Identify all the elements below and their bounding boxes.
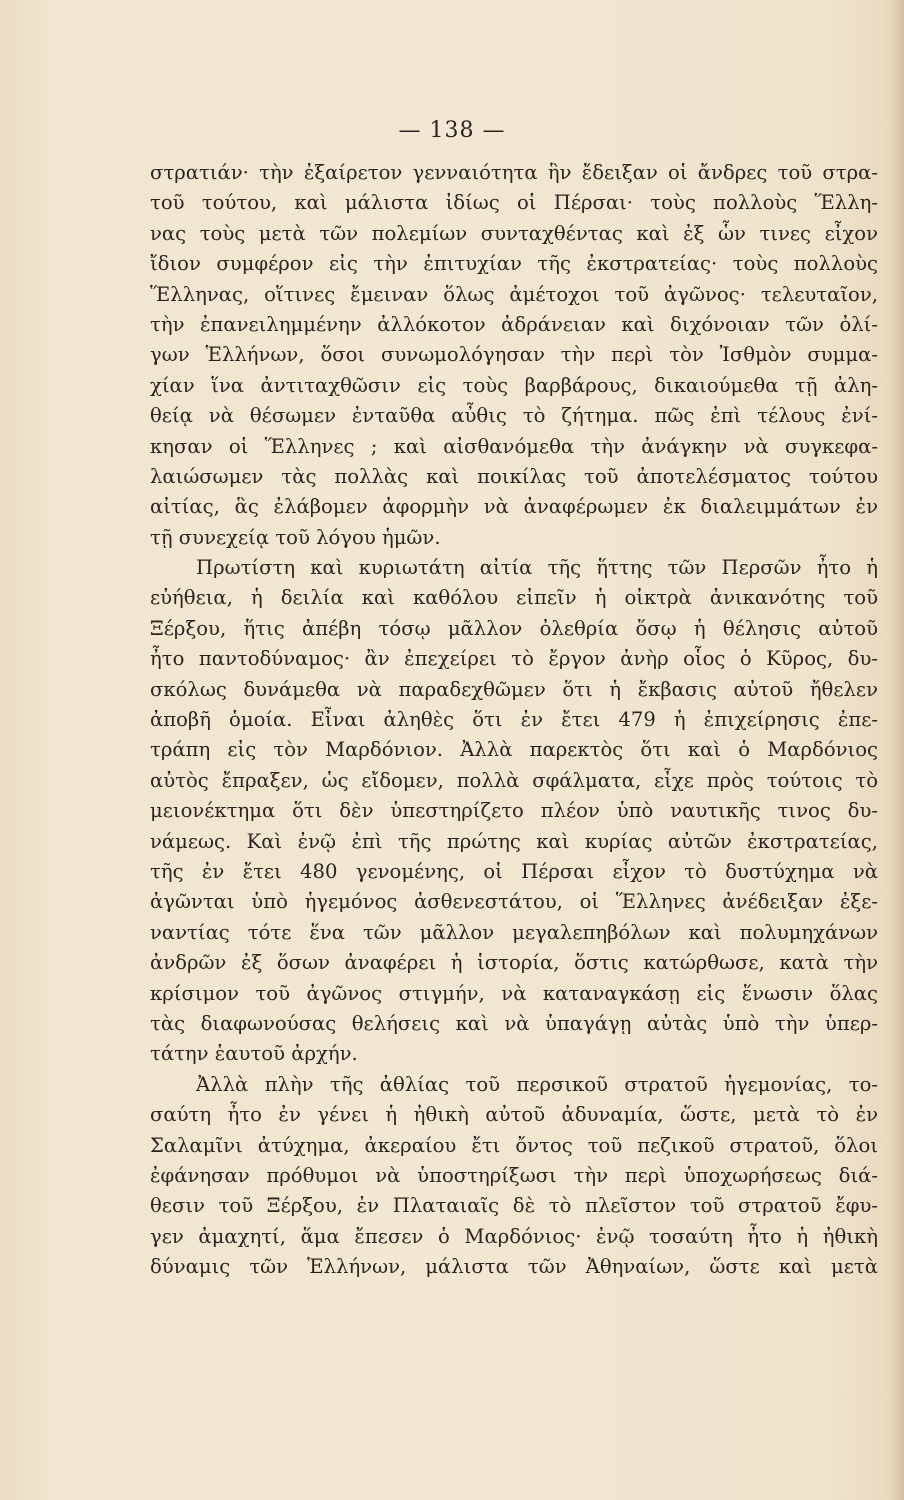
text-line: θείᾳ νὰ θέσωμεν ἐνταῦθα αὖθις τὸ ζήτημα. πῶς ἐπὶ τέλους ἐνί-	[150, 404, 878, 428]
text-line: τάτην ἑαυτοῦ ἀρχήν.	[150, 1042, 358, 1066]
text-line: ναντίας τότε ἕνα τῶν μᾶλλον μεγαλεπηβόλων καὶ πολυμηχάνων	[150, 920, 878, 944]
text-line: νάμεως. Καὶ ἐνῷ ἐπὶ τῆς πρώτης καὶ κυρίας αὐτῶν ἐκστρατείας,	[150, 829, 878, 853]
text-line: γεν ἀμαχητί, ἅμα ἔπεσεν ὁ Μαρδόνιος· ἐνῷ τοσαύτη ἦτο ἡ ἠθικὴ	[150, 1224, 878, 1248]
text-line: τοῦ τούτου, καὶ μάλιστα ἰδίως οἱ Πέρσαι· τοὺς πολλοὺς Ἕλλη-	[150, 191, 878, 215]
text-line: ἦτο παντοδύναμος· ἂν ἐπεχείρει τὸ ἔργον ἀνὴρ οἷος ὁ Κῦρος, δυ-	[150, 647, 878, 671]
text-line: ἐφάνησαν πρόθυμοι νὰ ὑποστηρίξωσι τὴν περὶ ὑποχωρήσεως διά-	[150, 1163, 878, 1187]
body-text	[150, 158, 878, 1282]
text-line: ἀνδρῶν ἐξ ὅσων ἀναφέρει ἡ ἱστορία, ὅστις κατώρθωσε, κατὰ τὴν	[150, 951, 878, 975]
paragraph	[150, 553, 878, 1070]
text-line: αὐτὸς ἔπραξεν, ὡς εἴδομεν, πολλὰ σφάλματα, εἶχε πρὸς τούτοις τὸ	[150, 768, 878, 792]
text-line: τὰς διαφωνούσας θελήσεις καὶ νὰ ὑπαγάγῃ αὐτὰς ὑπὸ τὴν ὑπερ-	[150, 1011, 878, 1035]
text-line: ἀποβῆ ὁμοία. Εἶναι ἀληθὲς ὅτι ἐν ἔτει 479 ἡ ἐπιχείρησις ἐπε-	[150, 708, 878, 732]
text-line: τῆς ἐν ἔτει 480 γενομένης, οἱ Πέρσαι εἶχον τὸ δυστύχημα νὰ	[150, 859, 878, 883]
text-line: χίαν ἵνα ἀντιταχθῶσιν εἰς τοὺς βαρβάρους, δικαιούμεθα τῇ ἀλη-	[150, 373, 878, 397]
text-line: δύναμις τῶν Ἑλλήνων, μάλιστα τῶν Ἀθηναίων, ὥστε καὶ μετὰ	[150, 1255, 878, 1279]
text-line: τῇ συνεχείᾳ τοῦ λόγου ἡμῶν.	[150, 525, 441, 549]
text-line: νας τοὺς μετὰ τῶν πολεμίων συνταχθέντας καὶ ἐξ ὧν τινες εἶχον	[150, 221, 878, 245]
text-line: αἰτίας, ἃς ἐλάβομεν ἀφορμὴν νὰ ἀναφέρωμεν ἐκ διαλειμμάτων ἐν	[150, 495, 878, 519]
text-line: ἀγῶνται ὑπὸ ἡγεμόνος ἀσθενεστάτου, οἱ Ἕλληνες ἀνέδειξαν ἐξε-	[150, 890, 878, 914]
text-line: σκόλως δυνάμεθα νὰ παραδεχθῶμεν ὅτι ἡ ἔκβασις αὐτοῦ ἤθελεν	[150, 677, 878, 701]
text-line: Σαλαμῖνι ἀτύχημα, ἀκεραίου ἔτι ὄντος τοῦ πεζικοῦ στρατοῦ, ὅλοι	[150, 1133, 878, 1157]
text-line: μειονέκτημα ὅτι δὲν ὑπεστηρίζετο πλέον ὑπὸ ναυτικῆς τινος δυ-	[150, 799, 878, 823]
text-line: σαύτη ἦτο ἐν γένει ἡ ἠθικὴ αὐτοῦ ἀδυναμία, ὥστε, μετὰ τὸ ἐν	[150, 1103, 878, 1127]
text-line: στρατιάν· τὴν ἐξαίρετον γενναιότητα ἣν ἔδειξαν οἱ ἄνδρες τοῦ στρα-	[150, 161, 878, 184]
text-line: Ἕλληνας, οἵτινες ἔμειναν ὅλως ἀμέτοχοι τοῦ ἀγῶνος· τελευταῖον,	[150, 282, 878, 306]
text-line: κρίσιμον τοῦ ἀγῶνος στιγμήν, νὰ καταναγκάσῃ εἰς ἕνωσιν ὅλας	[150, 981, 878, 1005]
text-line: λαιώσωμεν τὰς πολλὰς καὶ ποικίλας τοῦ ἀποτελέσματος τούτου	[150, 464, 878, 488]
text-line: Πρωτίστη καὶ κυριωτάτη αἰτία τῆς ἥττης τῶν Περσῶν ἦτο ἡ	[196, 556, 878, 580]
page-edge-shadow	[890, 0, 904, 1500]
text-line: εὐήθεια, ἡ δειλία καὶ καθόλου εἰπεῖν ἡ οἰκτρὰ ἀνικανότης τοῦ	[150, 586, 878, 610]
paragraph	[150, 158, 878, 553]
text-line: γων Ἑλλήνων, ὅσοι συνωμολόγησαν τὴν περὶ τὸν Ἰσθμὸν συμμα-	[150, 343, 878, 367]
text-line: Ἀλλὰ πλὴν τῆς ἀθλίας τοῦ περσικοῦ στρατοῦ ἡγεμονίας, το-	[196, 1072, 878, 1096]
text-line: Ξέρξου, ἥτις ἀπέβη τόσῳ μᾶλλον ὀλεθρία ὅσῳ ἡ θέλησις αὐτοῦ	[150, 616, 878, 640]
text-line: ἴδιον συμφέρον εἰς τὴν ἐπιτυχίαν τῆς ἐκστρατείας· τοὺς πολλοὺς	[150, 252, 878, 276]
text-line: τράπη εἰς τὸν Μαρδόνιον. Ἀλλὰ παρεκτὸς ὅτι καὶ ὁ Μαρδόνιος	[150, 738, 878, 762]
page-number: — 138 —	[398, 118, 506, 143]
text-line: θεσιν τοῦ Ξέρξου, ἐν Πλαταιαῖς δὲ τὸ πλεῖστον τοῦ στρατοῦ ἔφυ-	[150, 1194, 878, 1218]
paragraph	[150, 1070, 878, 1283]
text-line: τὴν ἐπανειλημμένην ἀλλόκοτον ἀδράνειαν καὶ διχόνοιαν τῶν ὀλί-	[150, 312, 878, 336]
text-line: κησαν οἱ Ἕλληνες ; καὶ αἰσθανόμεθα τὴν ἀνάγκην νὰ συγκεφα-	[150, 434, 878, 458]
